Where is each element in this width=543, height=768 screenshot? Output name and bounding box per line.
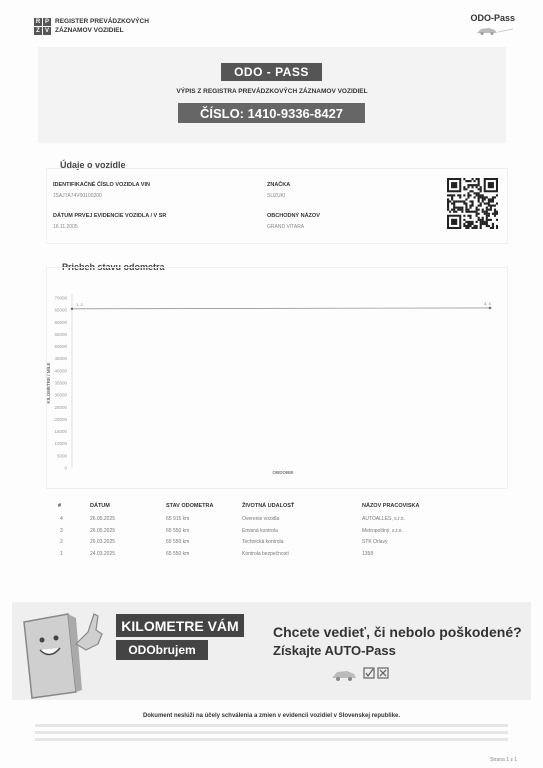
vehicle-section-title: Údaje o vozidle — [60, 160, 126, 170]
odometer-series-line — [72, 308, 490, 309]
logo-letter: P — [44, 18, 49, 25]
row-index: 3 — [60, 527, 63, 534]
row-odometer: 65 550 km — [166, 539, 190, 545]
row-workshop: STK Orlavy — [362, 539, 388, 545]
col-header-event: ŽIVOTNÁ UDALOSŤ — [242, 503, 295, 509]
banner-cta: Získajte AUTO-Pass — [273, 643, 396, 658]
row-index: 2 — [60, 539, 63, 545]
row-odometer: 65 550 km — [166, 550, 190, 557]
y-tick-label: 45000 — [54, 356, 67, 362]
model-label: OBCHODNÝ NÁZOV — [267, 213, 320, 219]
banner-question: Chcete vedieť, či nebolo poškodené? — [273, 624, 522, 640]
y-tick-label: 35000 — [54, 380, 67, 386]
row-workshop: 1358 — [362, 550, 374, 557]
model-value: GRAND VITARA — [267, 224, 305, 230]
data-point — [489, 307, 492, 310]
first-registration-label: DÁTUM PRVEJ EVIDENCIE VOZIDLA / V SR — [53, 213, 167, 219]
row-workshop: Metropolitný, s.r.o. — [362, 527, 403, 534]
point-label: 1, 2 — [76, 301, 83, 307]
y-tick-label: 0 — [64, 465, 67, 471]
first-registration-value: 16.11.2005 — [53, 224, 78, 230]
logo-line-2: ZÁZNAMOV VOZIDIEL — [55, 27, 124, 34]
document-number: ČÍSLO: 1410-9336-8427 — [178, 103, 365, 123]
row-date: 26.03.2025 — [90, 539, 116, 545]
banner-odo-label: ODObrujem — [116, 640, 208, 660]
data-point — [71, 308, 74, 311]
row-event: Kontrola bezpečnosti — [242, 550, 289, 557]
col-header-date: DÁTUM — [90, 503, 110, 509]
row-workshop: AUTOALLES, s.r.o. — [362, 516, 405, 522]
document-title: ODO - PASS — [221, 63, 322, 81]
vin-value: JSAJTA74V00100200 — [53, 193, 102, 199]
row-index: 4 — [60, 516, 63, 522]
row-odometer: 65 915 km — [166, 516, 190, 522]
row-event: Technická kontrola — [242, 539, 284, 545]
y-tick-label: 55000 — [54, 331, 67, 337]
point-label: 3, 4 — [484, 300, 491, 306]
footer-fine-print-line — [35, 724, 508, 727]
logo-line-1: REGISTER PREVÁDZKOVÝCH — [55, 18, 149, 25]
logo-letter: Z — [34, 27, 42, 35]
banner-km-label: KILOMETRE VÁM — [116, 614, 244, 637]
row-event: Overenie vozidla — [242, 516, 280, 522]
row-odometer: 65 550 km — [166, 527, 190, 534]
row-date: 24.03.2025 — [90, 550, 116, 557]
y-tick-label: 70000 — [54, 295, 67, 301]
y-tick-label: 50000 — [54, 344, 67, 350]
x-axis-label: OBDOBIE — [272, 470, 294, 475]
row-date: 26.05.2025 — [90, 516, 116, 522]
make-value: SUZUKI — [267, 193, 286, 199]
y-tick-label: 40000 — [54, 368, 67, 374]
logo-letter: R — [35, 18, 41, 25]
row-event: Emisná kontrola — [242, 527, 278, 534]
col-header-index: # — [58, 503, 62, 509]
vin-label: IDENTIFIKAČNÉ ČÍSLO VOZIDLA VIN — [53, 182, 150, 188]
y-tick-label: 20000 — [54, 416, 67, 422]
row-date: 26.05.2025 — [90, 527, 116, 534]
mascot-icon — [10, 604, 110, 700]
col-header-odometer: STAV ODOMETRA — [166, 503, 214, 509]
col-header-workshop: NÁZOV PRACOVISKA — [362, 503, 420, 509]
chart-section-title: Priebeh stavu odometra — [62, 262, 165, 272]
y-tick-label: 65000 — [54, 307, 67, 313]
y-tick-label: 25000 — [54, 404, 67, 410]
y-tick-label: 15000 — [54, 429, 67, 435]
make-label: ZNAČKA — [267, 182, 291, 188]
row-index: 1 — [60, 550, 63, 557]
logo-letter: V — [44, 27, 49, 34]
auto-pass-icons — [330, 664, 392, 682]
footer-note: Dokument neslúži na účely schválenia a zmien v evidencii vozidiel v Slovenskej republike. — [142, 713, 401, 719]
page-number: Strana 1 z 1 — [490, 757, 517, 763]
y-tick-label: 5000 — [56, 453, 67, 459]
y-tick-label: 30000 — [54, 392, 67, 398]
footer-fine-print-line — [35, 738, 508, 741]
y-tick-label: 60000 — [54, 319, 67, 325]
y-axis-label: KILOMETRE / MÍLE — [46, 362, 51, 404]
brand-name: ODO-Pass — [470, 13, 515, 23]
y-tick-label: 10000 — [54, 441, 67, 447]
footer-fine-print-line — [35, 731, 508, 734]
document-subtitle: VÝPIS Z REGISTRA PREVÁDZKOVÝCH ZÁZNAMOV VOZIDIEL — [176, 88, 368, 95]
